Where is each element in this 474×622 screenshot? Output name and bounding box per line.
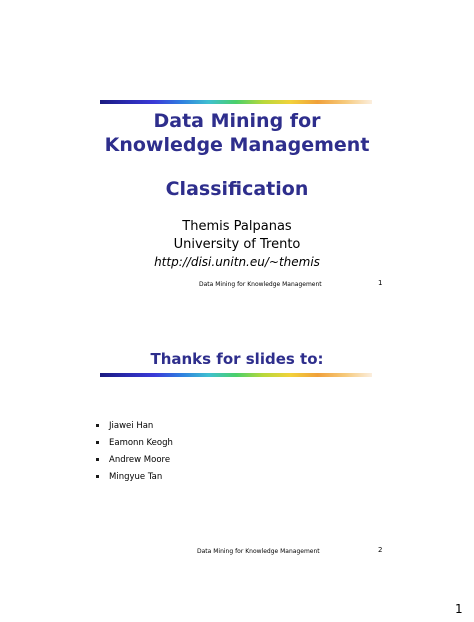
rainbow-rule	[100, 100, 372, 104]
slide-1-footer: Data Mining for Knowledge Management	[199, 281, 322, 288]
author-url: http://disi.unitn.eu/~themis	[154, 255, 320, 269]
bullet-icon	[96, 441, 99, 444]
thanks-list	[96, 417, 173, 485]
slide-2-number: 2	[378, 546, 383, 554]
page-number: 1	[455, 602, 463, 616]
list-item-label: Eamonn Keogh	[109, 437, 173, 448]
slide-1-title-line-1: Data Mining for	[153, 110, 321, 132]
bullet-icon	[96, 458, 99, 461]
slide-1-title-line-2: Knowledge Management	[104, 134, 370, 156]
author-name: Themis Palpanas	[182, 219, 292, 234]
list-item	[96, 417, 173, 434]
slide-1-subtitle: Classification	[165, 178, 309, 200]
rainbow-rule	[100, 373, 372, 377]
slide-2-title: Thanks for slides to:	[150, 350, 324, 368]
list-item	[96, 468, 173, 485]
slide-1-number: 1	[378, 279, 383, 287]
list-item-label: Jiawei Han	[109, 420, 154, 431]
bullet-icon	[96, 475, 99, 478]
bullet-icon	[96, 424, 99, 427]
list-item	[96, 434, 173, 451]
slide-2-footer: Data Mining for Knowledge Management	[197, 548, 320, 555]
list-item-label: Mingyue Tan	[109, 471, 163, 482]
list-item	[96, 451, 173, 468]
author-affiliation: University of Trento	[173, 237, 301, 252]
list-item-label: Andrew Moore	[109, 454, 171, 465]
